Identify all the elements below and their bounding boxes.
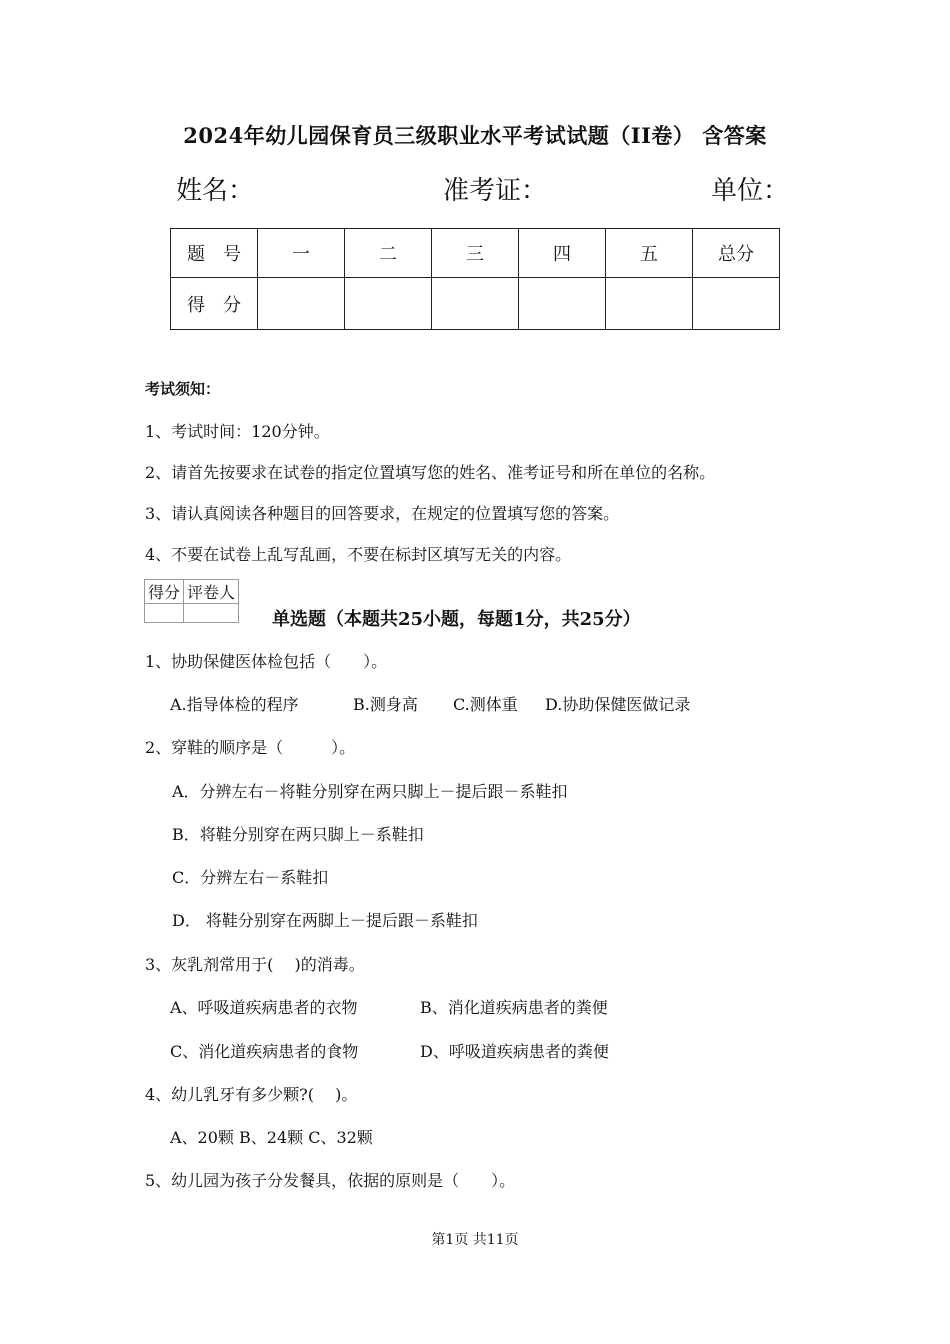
notice-item-2: 2、请首先按要求在试卷的指定位置填写您的姓名、准考证号和所在单位的名称。 [145,463,716,482]
notice-heading: 考试须知： [145,380,221,398]
score-header-5: 五 [606,229,693,278]
page-title: 2024年幼儿园保育员三级职业水平考试试题（II卷） 含答案 [183,123,767,148]
question-3-option-c: C、消化道疾病患者的食物 [170,1042,359,1061]
grader-box-header-row [145,580,239,604]
question-2-option-d: D． 将鞋分别穿在两脚上－提后跟－系鞋扣 [172,911,478,930]
question-4-stem: 4、幼儿乳牙有多少颗?( )。 [145,1085,358,1104]
score-table [170,228,780,330]
notice-item-1: 1、考试时间：120分钟。 [145,422,330,441]
score-table-header-row [171,229,780,278]
question-4-options: A、20颗 B、24颗 C、32颗 [170,1128,373,1147]
question-1-stem: 1、协助保健医体检包括（ ）。 [145,652,388,671]
grader-box [144,579,239,623]
score-header-1: 一 [258,229,345,278]
section-title: 单选题（本题共25小题，每题1分，共25分） [272,609,641,630]
question-1-option-b: B.测身高 [353,695,418,714]
exam-id-field-label: 准考证： [443,176,548,206]
question-3-stem: 3、灰乳剂常用于( )的消毒。 [145,955,365,974]
score-row-label: 得 分 [171,278,258,330]
notice-item-4: 4、不要在试卷上乱写乱画，不要在标封区填写无关的内容。 [145,545,572,564]
score-header-2: 二 [345,229,432,278]
score-header-label: 题 号 [171,229,258,278]
grader-box-score-label: 得分 [145,580,184,604]
question-3-option-d: D、呼吸道疾病患者的粪便 [420,1042,609,1061]
notice-item-3: 3、请认真阅读各种题目的回答要求，在规定的位置填写您的答案。 [145,504,620,523]
score-cell-4[interactable] [519,278,606,330]
question-2-option-c: C．分辨左右－系鞋扣 [172,868,329,887]
grader-box-grader-label: 评卷人 [184,580,239,604]
question-1-option-a: A.指导体检的程序 [170,695,299,714]
score-cell-total[interactable] [693,278,780,330]
question-2-stem: 2、穿鞋的顺序是（ ）。 [145,738,356,757]
score-table-score-row [171,278,780,330]
question-2-option-b: B．将鞋分别穿在两只脚上－系鞋扣 [172,825,424,844]
name-field-label: 姓名： [176,176,255,206]
question-3-option-b: B、消化道疾病患者的粪便 [420,998,608,1017]
question-3-option-a: A、呼吸道疾病患者的衣物 [170,998,358,1017]
unit-field-label: 单位： [711,176,790,206]
question-2-option-a: A．分辨左右－将鞋分别穿在两只脚上－提后跟－系鞋扣 [172,782,568,801]
grader-box-score-cell[interactable] [145,604,184,623]
score-cell-5[interactable] [606,278,693,330]
score-header-total: 总分 [693,229,780,278]
grader-box-empty-row [145,604,239,623]
grader-box-grader-cell[interactable] [184,604,239,623]
score-cell-3[interactable] [432,278,519,330]
score-cell-1[interactable] [258,278,345,330]
score-header-4: 四 [519,229,606,278]
score-cell-2[interactable] [345,278,432,330]
page-footer: 第1页 共11页 [431,1232,519,1248]
score-header-3: 三 [432,229,519,278]
question-1-option-d: D.协助保健医做记录 [545,695,691,714]
question-1-option-c: C.测体重 [453,695,518,714]
question-5-stem: 5、幼儿园为孩子分发餐具，依据的原则是（ ）。 [145,1171,516,1190]
